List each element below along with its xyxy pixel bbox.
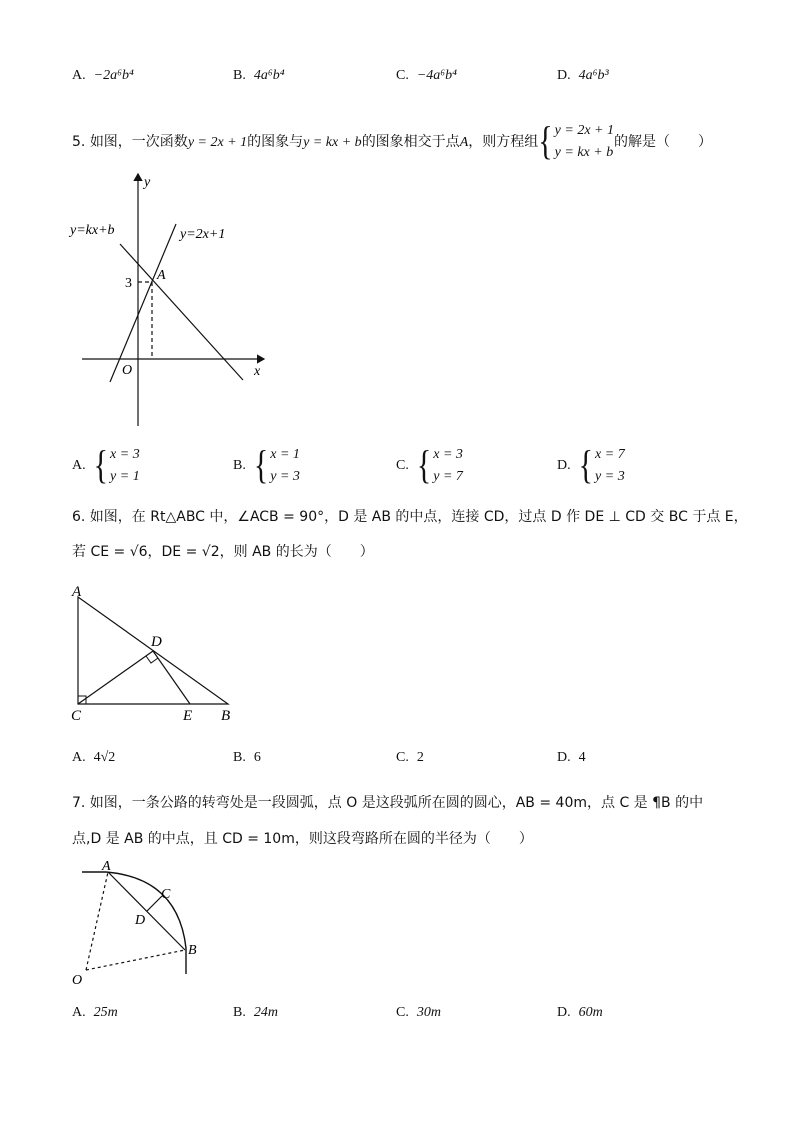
q5-system: { y = 2x + 1 y = kx + b	[538, 119, 614, 164]
q6-stem-line1: 6. 如图，在 Rt△ABC 中，∠ACB = 90°，D 是 AB 的中点，连接 CD，过点 D 作 DE ⊥ CD 交 BC 于点 E，	[72, 509, 748, 525]
q7-stem-line1: 7. 如图，一条公路的转弯处是一段圆弧，点 O 是这段弧所在圆的圆心，AB = 40m，点 C 是 ¶B 的中	[72, 795, 704, 811]
q5-option-a: A. { x = 3 y = 1	[72, 443, 140, 488]
q6-option-b: B. 6	[233, 750, 261, 765]
label-o: O	[122, 363, 133, 378]
label-line2: y=2x+1	[180, 227, 226, 242]
label-a: A	[157, 268, 166, 283]
q6-option-d: D. 4	[557, 750, 586, 765]
label-c: C	[161, 887, 171, 902]
line-2x-plus-1	[110, 224, 176, 382]
arc-ab	[106, 872, 186, 974]
segment-de	[153, 651, 190, 704]
label-d: D	[151, 634, 162, 650]
q6-option-c: C. 2	[396, 750, 424, 765]
q5-stem: 5. 如图，一次函数y = 2x + 1的图象与y = kx + b的图象相交于点A，则方程组 { y = 2x + 1 y = kx + b 的解是（ ）	[72, 119, 712, 164]
q7-option-c: C. 30m	[396, 1005, 441, 1020]
q7-option-b: B. 24m	[233, 1005, 278, 1020]
q6-stem-line2: 若 CE = √6，DE = √2，则 AB 的长为（ ）	[72, 544, 374, 560]
q5-option-d: D. { x = 7 y = 3	[557, 443, 625, 488]
q7-stem-line2: 点,D 是 AB 的中点，且 CD = 10m，则这段弯路所在圆的半径为（ ）	[72, 831, 533, 847]
segment-ob	[86, 950, 185, 970]
q7-arc-figure	[68, 858, 208, 988]
label-b: B	[221, 708, 231, 724]
label-e: E	[183, 708, 193, 724]
q6-triangle	[68, 580, 243, 725]
q4-option-c: C. −4a⁶b⁴	[396, 68, 458, 83]
q7-option-d: D. 60m	[557, 1005, 603, 1020]
label-a: A	[102, 859, 111, 874]
label-o: O	[72, 973, 83, 988]
q4-option-d: D. 4a⁶b³	[557, 68, 609, 83]
q5-option-b: B. { x = 1 y = 3	[233, 443, 300, 488]
q4-option-b: B. 4a⁶b⁴	[233, 68, 285, 83]
segment-cd	[147, 896, 162, 911]
segment-cd	[78, 651, 153, 704]
label-y: y	[144, 175, 151, 190]
label-b: B	[188, 943, 197, 958]
segment-oa	[86, 872, 108, 970]
right-angle-d	[146, 656, 158, 663]
label-x: x	[254, 364, 261, 379]
label-d: D	[135, 913, 146, 928]
q5-graph	[68, 168, 278, 433]
label-line1: y=kx+b	[70, 223, 115, 238]
q5-option-c: C. { x = 3 y = 7	[396, 443, 463, 488]
label-c: C	[71, 708, 82, 724]
label-3: 3	[125, 276, 132, 291]
q6-option-a: A. 4√2	[72, 750, 116, 765]
q4-option-a: A. −2a⁶b⁴	[72, 68, 134, 83]
label-a: A	[72, 584, 82, 600]
q7-option-a: A. 25m	[72, 1005, 118, 1020]
